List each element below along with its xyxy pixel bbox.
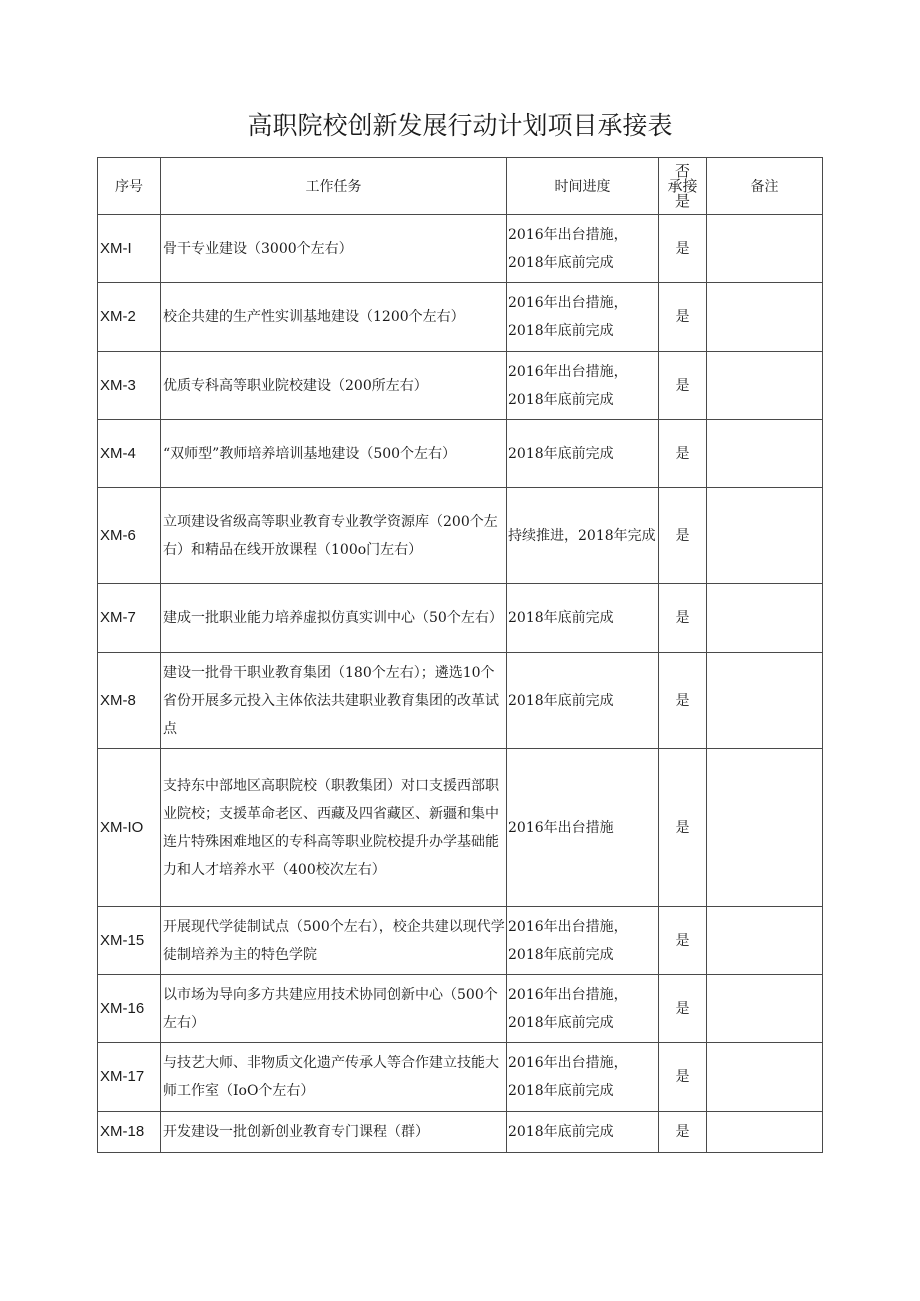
row-undertake: 是 — [659, 420, 707, 488]
row-undertake: 是 — [659, 653, 707, 749]
row-note — [707, 975, 823, 1043]
row-id: XM-17 — [98, 1043, 161, 1112]
row-id: XM-4 — [98, 420, 161, 488]
header-task: 工作任务 — [161, 158, 507, 215]
row-task: 优质专科高等职业院校建设（200所左右） — [161, 352, 507, 420]
row-time: 2016年出台措施，2018年底前完成 — [507, 352, 659, 420]
row-task: 建成一批职业能力培养虚拟仿真实训中心（50个左右） — [161, 584, 507, 653]
row-id: XM-8 — [98, 653, 161, 749]
row-task: “双师型”教师培养培训基地建设（500个左右） — [161, 420, 507, 488]
row-id: XM-6 — [98, 488, 161, 584]
row-undertake: 是 — [659, 1043, 707, 1112]
row-note — [707, 1043, 823, 1112]
table-header-row — [98, 158, 823, 215]
row-id: XM-16 — [98, 975, 161, 1043]
row-task: 开展现代学徒制试点（500个左右），校企共建以现代学徒制培养为主的特色学院 — [161, 907, 507, 975]
row-time: 2016年出台措施，2018年底前完成 — [507, 907, 659, 975]
row-note — [707, 420, 823, 488]
header-undertake-line3: 是 — [674, 191, 690, 210]
table-row — [98, 420, 823, 488]
row-task: 建设一批骨干职业教育集团（180个左右）；遴选10个省份开展多元投入主体依法共建职业教育集团的改革试点 — [161, 653, 507, 749]
table-row — [98, 215, 823, 283]
row-time: 2018年底前完成 — [507, 653, 659, 749]
row-undertake: 是 — [659, 283, 707, 352]
row-id: XM-I — [98, 215, 161, 283]
row-note — [707, 488, 823, 584]
row-note — [707, 584, 823, 653]
row-undertake: 是 — [659, 1112, 707, 1153]
table-row — [98, 653, 823, 749]
row-id: XM-18 — [98, 1112, 161, 1153]
row-time: 2016年出台措施 — [507, 749, 659, 907]
row-time: 持续推进，2018年完成 — [507, 488, 659, 584]
row-time: 2016年出台措施，2018年底前完成 — [507, 1043, 659, 1112]
header-note: 备注 — [707, 158, 823, 215]
table-row — [98, 1043, 823, 1112]
header-undertake-line2: 承接 — [667, 176, 698, 195]
row-undertake: 是 — [659, 749, 707, 907]
row-undertake: 是 — [659, 584, 707, 653]
row-task: 与技艺大师、非物质文化遗产传承人等合作建立技能大师工作室（IoO个左右） — [161, 1043, 507, 1112]
row-task: 校企共建的生产性实训基地建设（1200个左右） — [161, 283, 507, 352]
header-time: 时间进度 — [507, 158, 659, 215]
table-row — [98, 488, 823, 584]
row-time: 2016年出台措施，2018年底前完成 — [507, 215, 659, 283]
row-id: XM-3 — [98, 352, 161, 420]
row-id: XM-2 — [98, 283, 161, 352]
header-undertake-line1: 否 — [674, 161, 690, 180]
row-time: 2018年底前完成 — [507, 420, 659, 488]
row-undertake: 是 — [659, 488, 707, 584]
row-note — [707, 749, 823, 907]
row-id: XM-7 — [98, 584, 161, 653]
row-time: 2018年底前完成 — [507, 584, 659, 653]
row-task: 骨干专业建设（3000个左右） — [161, 215, 507, 283]
row-time: 2018年底前完成 — [507, 1112, 659, 1153]
row-id: XM-15 — [98, 907, 161, 975]
row-undertake: 是 — [659, 352, 707, 420]
table-row — [98, 975, 823, 1043]
table-row — [98, 584, 823, 653]
header-undertake — [659, 158, 707, 215]
table-row — [98, 283, 823, 352]
row-time: 2016年出台措施，2018年底前完成 — [507, 975, 659, 1043]
row-undertake: 是 — [659, 975, 707, 1043]
row-note — [707, 352, 823, 420]
row-note — [707, 283, 823, 352]
row-undertake: 是 — [659, 215, 707, 283]
table-row — [98, 352, 823, 420]
row-note — [707, 653, 823, 749]
row-task: 以市场为导向多方共建应用技术协同创新中心（500个左右） — [161, 975, 507, 1043]
table-row — [98, 749, 823, 907]
page-title: 高职院校创新发展行动计划项目承接表 — [247, 111, 673, 140]
row-task: 立项建设省级高等职业教育专业教学资源库（200个左右）和精品在线开放课程（100o门左右） — [161, 488, 507, 584]
table-row — [98, 1112, 823, 1153]
row-note — [707, 215, 823, 283]
row-note — [707, 907, 823, 975]
row-note — [707, 1112, 823, 1153]
header-index: 序号 — [98, 158, 161, 215]
table-row — [98, 907, 823, 975]
row-task: 支持东中部地区高职院校（职教集团）对口支援西部职业院校；支援革命老区、西藏及四省藏区、新疆和集中连片特殊困难地区的专科高等职业院校提升办学基础能力和人才培养水平（400校次左右） — [161, 749, 507, 907]
row-task: 开发建设一批创新创业教育专门课程（群） — [161, 1112, 507, 1153]
row-undertake: 是 — [659, 907, 707, 975]
row-id: XM-IO — [98, 749, 161, 907]
row-time: 2016年出台措施，2018年底前完成 — [507, 283, 659, 352]
project-table — [97, 157, 823, 1153]
